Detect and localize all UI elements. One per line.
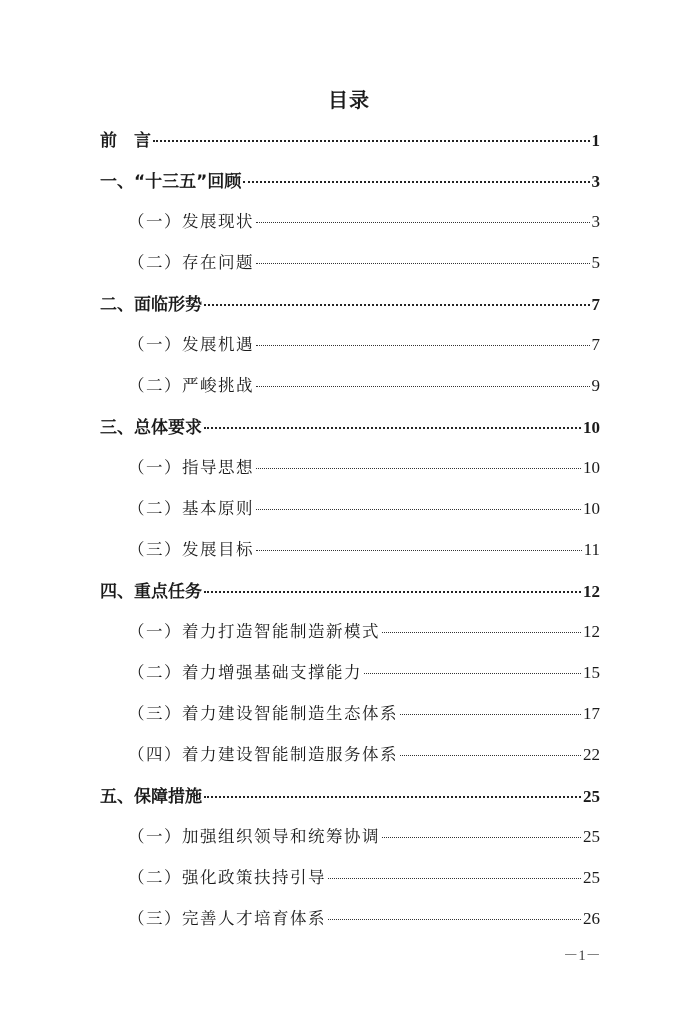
toc-leader-dots <box>153 140 590 142</box>
toc-entry-page: 15 <box>583 663 600 682</box>
toc-entry-label: （一）着力打造智能制造新模式 <box>128 622 380 641</box>
toc-entry-label: （三）发展目标 <box>128 540 254 559</box>
toc-entry-label: （二）严峻挑战 <box>128 376 254 395</box>
toc-leader-dots <box>204 427 581 429</box>
toc-entry-page: 11 <box>583 540 600 559</box>
toc-entry[interactable] <box>128 741 600 771</box>
toc-leader-dots <box>328 878 581 879</box>
toc-entry[interactable] <box>128 700 600 730</box>
toc-leader-dots <box>204 796 581 798</box>
toc-leader-dots <box>256 550 582 551</box>
toc-entry-label: （二）强化政策扶持引导 <box>128 868 326 887</box>
toc-leader-dots <box>256 263 590 264</box>
toc-entry-page: 25 <box>583 827 600 846</box>
toc-entry-page: 3 <box>591 212 600 231</box>
toc-entry-page: 12 <box>583 582 600 601</box>
toc-entry-page: 26 <box>583 909 600 928</box>
toc-leader-dots <box>256 345 590 346</box>
toc-entry-label: （二）基本原则 <box>128 499 254 518</box>
toc-leader-dots <box>400 714 581 715</box>
toc-leader-dots <box>256 222 590 223</box>
toc-entry[interactable] <box>128 331 600 361</box>
toc-entry-label: （二）着力增强基础支撑能力 <box>128 663 362 682</box>
toc-entry-label: （四）着力建设智能制造服务体系 <box>128 745 398 764</box>
toc-entry[interactable] <box>128 536 600 566</box>
toc-entry-label: 五、保障措施 <box>100 787 202 807</box>
toc-entry-label: 三、总体要求 <box>100 418 202 438</box>
toc-entry-page: 10 <box>583 418 600 437</box>
toc-entry[interactable] <box>100 577 600 607</box>
toc-leader-dots <box>256 468 581 469</box>
toc-entry[interactable] <box>128 249 600 279</box>
toc-entry-label: （三）完善人才培育体系 <box>128 909 326 928</box>
toc-entry-label: （一）加强组织领导和统筹协调 <box>128 827 380 846</box>
toc-entry[interactable] <box>128 618 600 648</box>
toc-entry-page: 25 <box>583 868 600 887</box>
toc-entry[interactable] <box>128 823 600 853</box>
toc-leader-dots <box>243 181 589 183</box>
toc-leader-dots <box>400 755 581 756</box>
toc-entry-page: 10 <box>583 458 600 477</box>
toc-entry-page: 25 <box>583 787 600 806</box>
toc-entry[interactable] <box>100 167 600 197</box>
toc-entry[interactable] <box>100 782 600 812</box>
toc-entry-page: 5 <box>591 253 600 272</box>
toc-entry[interactable] <box>128 864 600 894</box>
toc-entry[interactable] <box>128 495 600 525</box>
toc-leader-dots <box>382 837 581 838</box>
toc-leader-dots <box>256 386 590 387</box>
toc-entry[interactable] <box>128 905 600 935</box>
toc-entry-label: 一、“十三五”回顾 <box>100 172 242 192</box>
toc-entry[interactable] <box>100 413 600 443</box>
toc-entry-page: 12 <box>583 622 600 641</box>
toc-entry-page: 17 <box>583 704 600 723</box>
toc-entry-page: 10 <box>583 499 600 518</box>
toc-entry-label: （一）发展现状 <box>128 212 254 231</box>
toc-entry[interactable] <box>128 454 600 484</box>
toc-leader-dots <box>204 591 581 593</box>
toc-entry-label: （一）发展机遇 <box>128 335 254 354</box>
toc-entry-page: 3 <box>591 172 600 191</box>
toc-entry-page: 7 <box>591 335 600 354</box>
toc-entry[interactable] <box>128 208 600 238</box>
toc-entry[interactable] <box>128 659 600 689</box>
page-number: －1－ <box>563 948 601 964</box>
toc-leader-dots <box>204 304 590 306</box>
toc-entry-page: 9 <box>591 376 600 395</box>
toc-entry-label: 四、重点任务 <box>100 582 202 602</box>
toc-entry-page: 1 <box>591 131 600 150</box>
page-title: 目录 <box>328 88 370 112</box>
toc-leader-dots <box>256 509 581 510</box>
toc-entry-label: 前 言 <box>100 131 151 151</box>
toc-entry[interactable] <box>128 372 600 402</box>
toc-leader-dots <box>328 919 581 920</box>
toc-entry-label: 二、面临形势 <box>100 295 202 315</box>
toc-leader-dots <box>382 632 581 633</box>
toc-entry-label: （三）着力建设智能制造生态体系 <box>128 704 398 723</box>
toc-entry-label: （二）存在问题 <box>128 253 254 272</box>
toc-leader-dots <box>364 673 581 674</box>
toc-entry[interactable] <box>100 290 600 320</box>
toc-entry-page: 22 <box>583 745 600 764</box>
toc-entry[interactable] <box>100 126 600 156</box>
toc-entry-page: 7 <box>591 295 600 314</box>
toc-entry-label: （一）指导思想 <box>128 458 254 477</box>
